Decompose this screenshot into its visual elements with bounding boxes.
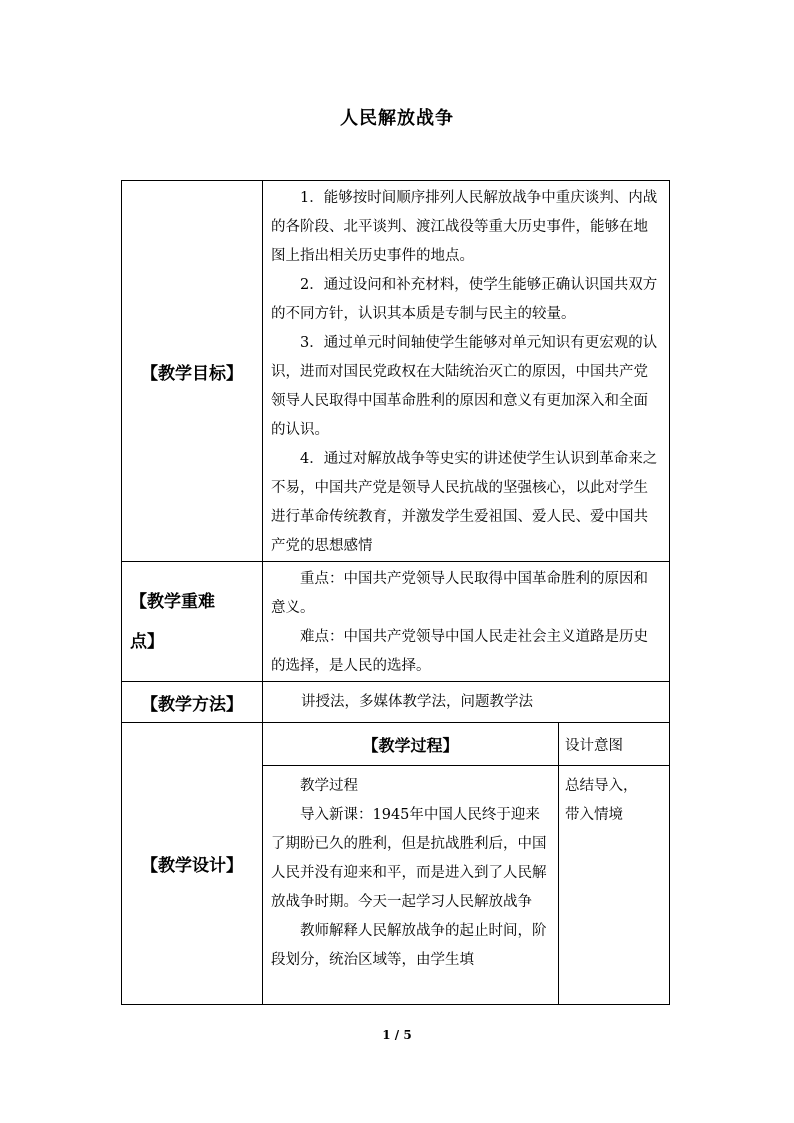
design-header-row (122, 723, 670, 766)
difficulty-text: 难点：中国共产党领导中国人民走社会主义道路是历史的选择，是人民的选择。 (271, 629, 648, 674)
process-header: 【教学过程】 (263, 723, 559, 766)
objective-item: 3．通过单元时间轴使学生能够对单元知识有更宏观的认识，进而对国民党政权在大陆统治灭亡的原因，中国共产党领导人民取得中国革命胜利的原因和意义有更加深入和全面的认识。 (271, 335, 658, 438)
lesson-plan-table (121, 180, 670, 1005)
objective-item: 4．通过对解放战争等史实的讲述使学生认识到革命来之不易，中国共产党是领导人民抗战的坚强核心，以此对学生进行革命传统教育，并激发学生爱祖国、爱人民、爱中国共产党的思想感情 (271, 451, 658, 554)
intent-content (559, 766, 670, 1005)
intent-line: 总结导入， (565, 778, 638, 794)
key-points-label-line2: 点】 (130, 631, 164, 652)
objective-item: 2．通过设问和补充材料，使学生能够正确认识国共双方的不同方针，认识其本质是专制与民主的较量。 (271, 277, 658, 322)
process-content (263, 766, 559, 1005)
key-point-text: 重点：中国共产党领导人民取得中国革命胜利的原因和意义。 (271, 571, 648, 616)
intent-header: 设计意图 (559, 723, 670, 766)
methods-row (122, 682, 670, 723)
key-points-row (122, 562, 670, 682)
methods-label: 【教学方法】 (122, 682, 263, 723)
key-points-content (263, 562, 670, 682)
key-points-label-line1: 【教学重难 (130, 591, 215, 612)
objectives-row (122, 181, 670, 562)
key-points-label (122, 562, 263, 682)
objective-item: 1．能够按时间顺序排列人民解放战争中重庆谈判、内战的各阶段、北平谈判、渡江战役等重大历史事件，能够在地图上指出相关历史事件的地点。 (271, 190, 658, 264)
page-number: 1 / 5 (382, 1028, 412, 1042)
process-paragraph: 教学过程 (300, 778, 358, 794)
process-paragraph: 教师解释人民解放战争的起止时间，阶段划分，统治区域等，由学生填 (271, 923, 547, 968)
methods-content: 讲授法，多媒体教学法，问题教学法 (263, 682, 670, 723)
process-paragraph: 导入新课：1945年中国人民终于迎来了期盼已久的胜利，但是抗战胜利后，中国人民并没有迎来和平，而是进入到了人民解放战争时期。今天一起学习人民解放战争 (271, 807, 547, 910)
objectives-label: 【教学目标】 (122, 181, 263, 562)
page-title: 人民解放战争 (340, 108, 454, 129)
design-label: 【教学设计】 (122, 723, 263, 1005)
objectives-content (263, 181, 670, 562)
intent-line: 带入情境 (565, 807, 623, 823)
